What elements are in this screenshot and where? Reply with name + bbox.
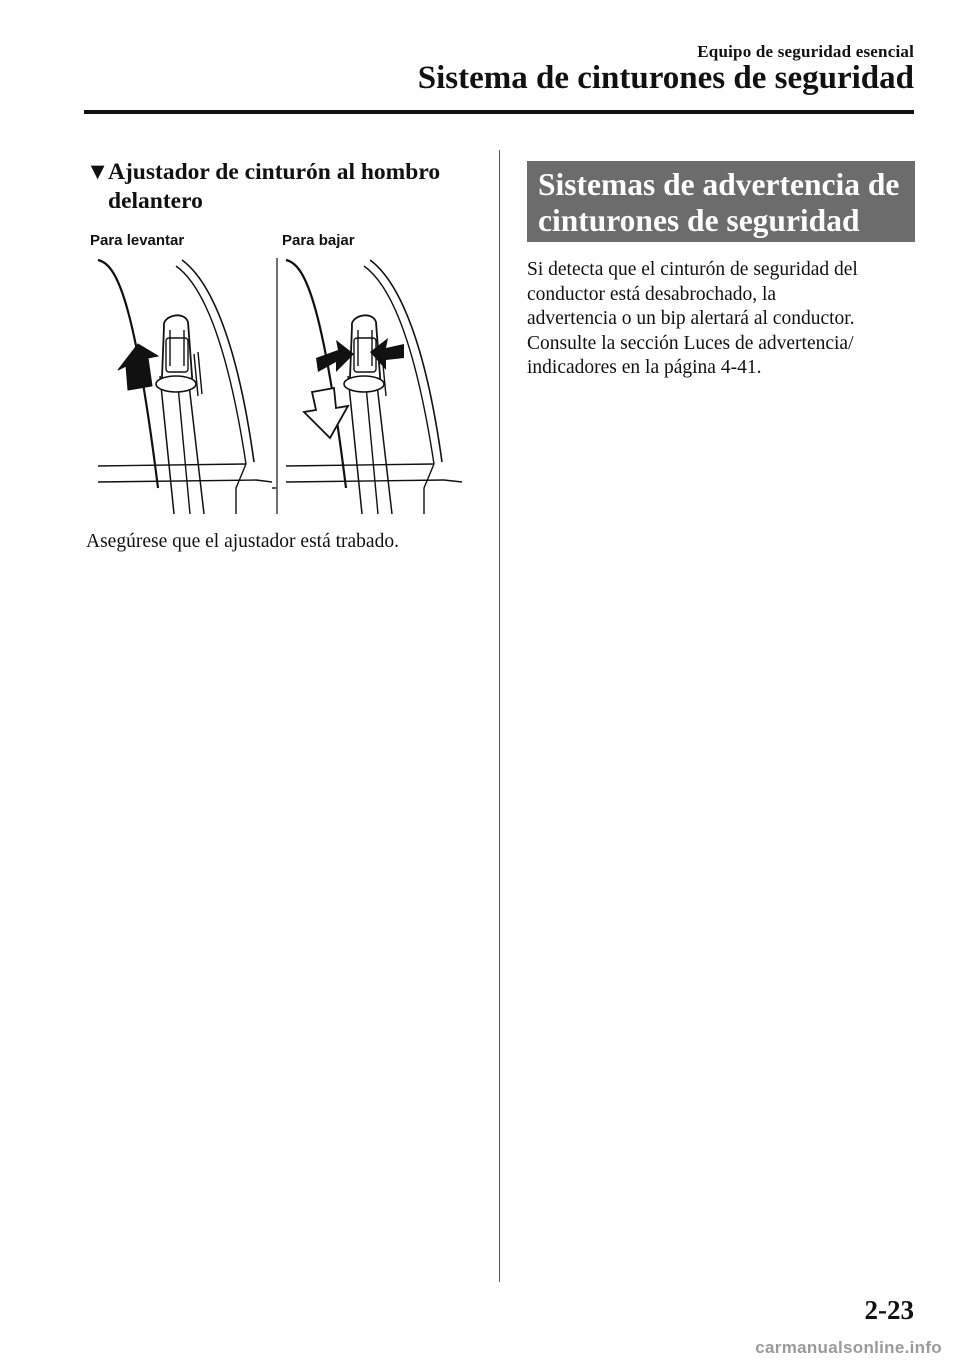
paragraph-line: Consulte la sección Luces de advertencia/ xyxy=(527,332,854,354)
figure-label-lower: Para bajar xyxy=(282,232,355,249)
page-number: 2-23 xyxy=(864,1295,914,1325)
paragraph-line: indicadores en la página 4-41. xyxy=(527,357,762,378)
figure-label-raise: Para levantar xyxy=(90,232,185,249)
watermark: carmanualsonline.info xyxy=(755,1338,942,1357)
arrow-up-icon xyxy=(118,344,158,390)
triangle-bullet-icon: ▼ xyxy=(86,159,110,185)
paragraph-line: Si detecta que el cinturón de seguridad del xyxy=(527,259,858,280)
adjuster-note: Asegúrese que el ajustador está trabado. xyxy=(86,531,399,552)
seatbelt-illustration xyxy=(86,226,466,516)
header-divider xyxy=(84,110,914,114)
section-title: Sistema de cinturones de seguridad xyxy=(417,60,914,96)
paragraph-line: advertencia o un bip alertará al conductor. xyxy=(527,308,855,329)
subsection-heading-line2: delantero xyxy=(108,188,203,214)
arrow-squeeze-left-icon xyxy=(316,340,354,372)
subsection-heading xyxy=(86,158,486,216)
right-panel xyxy=(286,260,462,514)
shoulder-belt-adjuster-figure xyxy=(86,226,466,516)
subsection-heading-line1: Ajustador de cinturón al hombro xyxy=(108,159,441,185)
banner-line1: Sistemas de advertencia de xyxy=(538,167,900,202)
banner-line2: cinturones de seguridad xyxy=(538,203,860,238)
column-divider xyxy=(499,150,500,1282)
chapter-title: Equipo de seguridad esencial xyxy=(697,42,914,61)
left-panel xyxy=(98,260,276,514)
arrow-down-icon xyxy=(304,388,348,438)
warning-systems-banner xyxy=(527,161,915,242)
warning-paragraph xyxy=(527,258,919,381)
paragraph-line: conductor está desabrochado, la xyxy=(527,283,777,305)
